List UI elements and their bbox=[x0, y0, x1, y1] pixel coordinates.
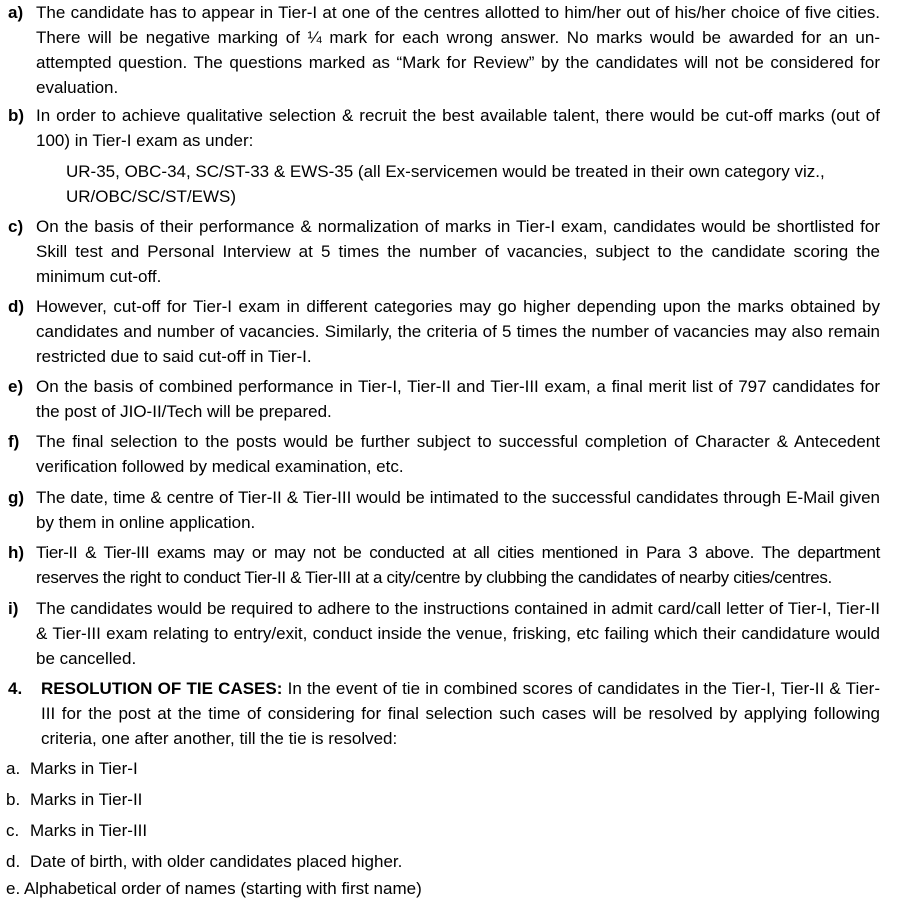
list-item-e bbox=[0, 374, 880, 424]
list-item-d bbox=[0, 294, 880, 369]
criterion-text: Marks in Tier-III bbox=[30, 821, 148, 840]
cutoff-marks-detail: UR-35, OBC-34, SC/ST-33 & EWS-35 (all Ex-servicemen would be treated in their own category viz., UR/OBC/SC/ST/EWS) bbox=[66, 162, 825, 206]
criterion-text: Marks in Tier-I bbox=[30, 759, 138, 778]
criterion-marker: b. bbox=[6, 790, 21, 809]
section-number: 4. bbox=[8, 679, 23, 698]
item-text: The candidates would be required to adhere to the instructions contained in admit card/call letter of Tier-I, Tier-II & Tier-III exam relating to entry/exit, conduct inside the venue, frisking, etc failing which their candidature would be cancelled. bbox=[36, 599, 880, 668]
item-text: Tier-II & Tier-III exams may or may not be conducted at all cities mentioned in Para 3 above. The department reserves the right to conduct Tier-II & Tier-III at a city/centre by clubbing the candidates of nearby cities/centres. bbox=[36, 543, 880, 587]
item-marker: h) bbox=[8, 543, 25, 562]
criterion-marker: c. bbox=[6, 821, 20, 840]
criterion-c bbox=[6, 818, 147, 843]
item-text: The date, time & centre of Tier-II & Tier-III would be intimated to the successful candidates through E-Mail given by them in online application. bbox=[36, 488, 880, 532]
list-item-h bbox=[0, 540, 880, 590]
criterion-marker: d. bbox=[6, 852, 21, 871]
item-text: On the basis of their performance & normalization of marks in Tier-I exam, candidates would be shortlisted for Skill test and Personal Interview at 5 times the number of vacancies, subject to the candidate scoring the minimum cut-off. bbox=[36, 217, 880, 286]
item-text: On the basis of combined performance in Tier-I, Tier-II and Tier-III exam, a final merit list of 797 candidates for the post of JIO-II/Tech will be prepared. bbox=[36, 377, 880, 421]
item-text: In order to achieve qualitative selection & recruit the best available talent, there would be cut-off marks (out of 100) in Tier-I exam as under: bbox=[36, 106, 880, 150]
item-marker: d) bbox=[8, 297, 25, 316]
list-item-i bbox=[0, 596, 880, 671]
list-item-a bbox=[0, 0, 880, 100]
criterion-d bbox=[6, 849, 402, 874]
criterion-e-cut-off: e. Alphabetical order of names (starting with first name) bbox=[6, 879, 422, 898]
item-marker: a) bbox=[8, 3, 24, 22]
criterion-marker: a. bbox=[6, 759, 21, 778]
item-text: The final selection to the posts would be further subject to successful completion of Character & Antecedent verification followed by medical examination, etc. bbox=[36, 432, 880, 476]
item-marker: c) bbox=[8, 217, 24, 236]
section-heading: RESOLUTION OF TIE CASES: bbox=[41, 679, 283, 698]
item-text: However, cut-off for Tier-I exam in different categories may go higher depending upon the marks obtained by candidates and number of vacancies. Similarly, the criteria of 5 times the number of vacancies may also remain restricted due to said cut-off in Tier-I. bbox=[36, 297, 880, 366]
criterion-b bbox=[6, 787, 142, 812]
criterion-a bbox=[6, 756, 138, 781]
list-item-f bbox=[0, 429, 880, 479]
item-marker: b) bbox=[8, 106, 25, 125]
section-body: In the event of tie in combined scores of candidates in the Tier-I, Tier-II & Tier-III for the post at the time of considering for final selection such cases will be resolved by applying following criteria, one after another, till the tie is resolved: bbox=[41, 679, 880, 748]
criterion-text: Marks in Tier-II bbox=[30, 790, 143, 809]
list-item-g bbox=[0, 485, 880, 535]
item-marker: i) bbox=[8, 599, 19, 618]
item-marker: f) bbox=[8, 432, 20, 451]
item-text: The candidate has to appear in Tier-I at one of the centres allotted to him/her out of his/her choice of five cities. There will be negative marking of ¼ mark for each wrong answer. No marks would be awarded for an un-attempted question. The questions marked as “Mark for Review” by the candidates will not be considered for evaluation. bbox=[36, 3, 880, 97]
section-text bbox=[41, 676, 880, 751]
item-marker: g) bbox=[8, 488, 25, 507]
item-marker: e) bbox=[8, 377, 24, 396]
list-item-b bbox=[0, 103, 880, 153]
list-item-c bbox=[0, 214, 880, 289]
section-4-tie-cases bbox=[0, 676, 880, 751]
criterion-text: Date of birth, with older candidates placed higher. bbox=[30, 852, 403, 871]
